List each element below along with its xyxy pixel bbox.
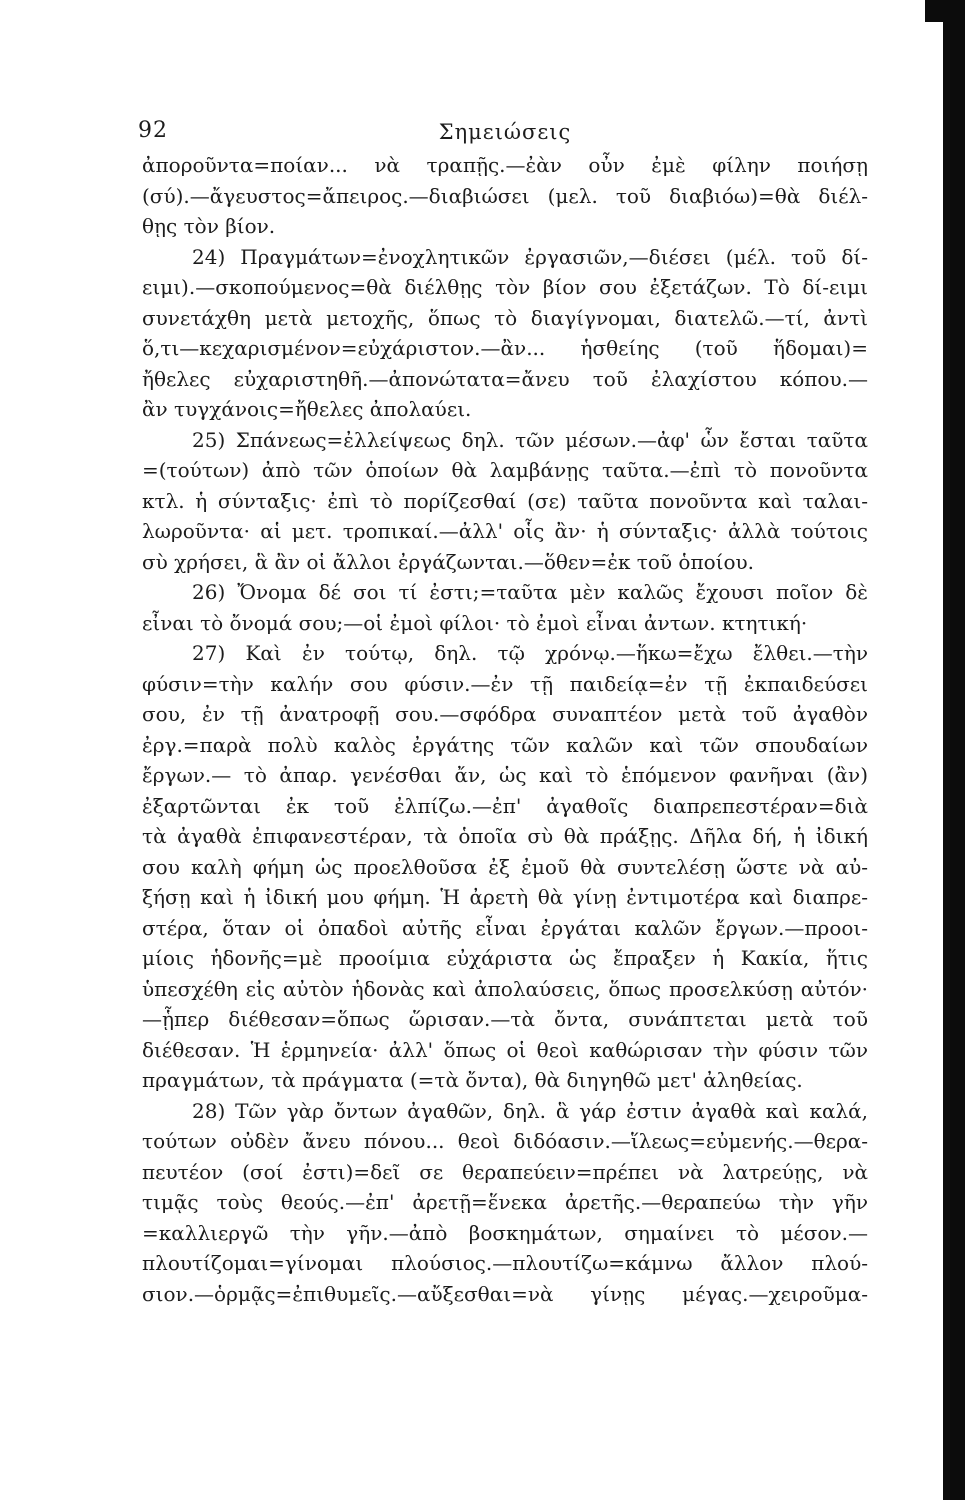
note-24-start: 24) Πραγμάτων=ἐνοχλητικῶν ἐργασιῶν,—διέσει (μέλ. τοῦ δί-: [192, 244, 868, 269]
text-line: μίοις ἡδονῆς=μὲ προοίμια εὐχάριστα ὡς ἔπραξεν ἡ Κακία, ἥτις: [142, 946, 868, 970]
scan-border-corner: [925, 0, 943, 22]
text-line: ἔργων.— τὸ ἀπαρ. γενέσθαι ἄν, ὡς καὶ τὸ ἑπόμενον φανῆναι (ἂν): [142, 763, 868, 787]
text-line: κτλ. ἡ σύνταξις· ἐπὶ τὸ πορίζεσθαί (σε) ταῦτα πονοῦντα καὶ ταλαι-: [142, 488, 868, 513]
text-line: διέθεσαν. Ἡ ἑρμηνεία· ἀλλ' ὅπως οἱ θεοὶ καθώρισαν τὴν φύσιν τῶν: [142, 1037, 868, 1062]
text-line: πραγμάτων, τὰ πράγματα (=τὰ ὄντα), θὰ διηγηθῶ μετ' ἀληθείας.: [142, 1068, 803, 1092]
text-line: σου καλὴ φήμη ὡς προελθοῦσα ἐξ ἐμοῦ θὰ συντελέσῃ ὥστε νὰ αὐ-: [142, 854, 868, 879]
text-line: =(τούτων) ἀπὸ τῶν ὁποίων θὰ λαμβάνῃς ταῦτα.—ἐπὶ τὸ πονοῦντα: [142, 458, 868, 482]
note-25-start: 25) Σπάνεως=ἐλλείψεως δηλ. τῶν μέσων.—ἀφ' ὧν ἔσται ταῦτα: [192, 427, 868, 452]
text-line: συνετάχθη μετὰ μετοχῆς, ὅπως τὸ διαγίγνομαι, διατελῶ.—τί, ἀντὶ: [142, 305, 868, 330]
text-line: πλουτίζομαι=γίνομαι πλούσιος.—πλουτίζω=κάμνω ἄλλον πλού-: [142, 1251, 868, 1275]
text-line: φύσιν=τὴν καλήν σου φύσιν.—ἐν τῇ παιδείᾳ=ἐν τῇ ἐκπαιδεύσει: [142, 671, 868, 696]
text-line: ὅ,τι—κεχαρισμένον=εὐχάριστον.—ἂν... ἡσθείης (τοῦ ἥδομαι)=: [142, 336, 868, 360]
text-line: ειμι).—σκοπούμενος=θὰ διέλθῃς τὸν βίον σου ἐξετάζων. Τὸ δί-ειμι: [142, 275, 868, 299]
note-28-start: 28) Τῶν γὰρ ὄντων ἀγαθῶν, δηλ. ἃ γάρ ἐστιν ἀγαθὰ καὶ καλά,: [192, 1098, 868, 1123]
page-number: 92: [138, 118, 168, 143]
text-line: τὰ ἀγαθὰ ἐπιφανεστέραν, τὰ ὁποῖα σὺ θὰ πράξῃς. Δῆλα δή, ἡ ἰδική: [142, 824, 868, 848]
body-text: [142, 150, 868, 1309]
text-line: τιμᾷς τοὺς θεούς.—ἐπ' ἀρετῇ=ἕνεκα ἀρετῆς.—θεραπεύω τὴν γῆν: [142, 1190, 868, 1214]
text-line: εἶναι τὸ ὄνομά σου;—οἱ ἐμοὶ φίλοι· τὸ ἐμοὶ εἶναι ἀντων. κτητική·: [142, 610, 808, 635]
text-line: —ᾗπερ διέθεσαν=ὅπως ὥρισαν.—τὰ ὄντα, συνάπτεται μετὰ τοῦ: [142, 1007, 868, 1031]
text-line: λωροῦντα· αἱ μετ. τροπικαί.—ἀλλ' οἷς ἂν· ἡ σύνταξις· ἀλλὰ τούτοις: [142, 519, 868, 543]
text-line: πευτέον (σοί ἐστι)=δεῖ σε θεραπεύειν=πρέπει νὰ λατρεύῃς, νὰ: [142, 1159, 868, 1184]
text-line: ἐξαρτῶνται ἐκ τοῦ ἐλπίζω.—ἐπ' ἀγαθοῖς διαπρεπεστέραν=διὰ: [142, 793, 868, 818]
note-27-start: 27) Καὶ ἐν τούτῳ, δηλ. τῷ χρόνῳ.—ἥκω=ἔχω ἔλθει.—τὴν: [192, 641, 868, 665]
running-head: Σημειώσεις: [438, 120, 572, 144]
text-line: σὺ χρήσει, ἃ ἂν οἱ ἄλλοι ἐργάζωνται.—ὅθεν=ἐκ τοῦ ὁποίου.: [142, 549, 755, 574]
note-26-start: 26) Ὄνομα δέ σοι τί ἐστι;=ταῦτα μὲν καλῶς ἔχουσι ποῖον δὲ: [192, 580, 868, 604]
text-line: σιον.—ὁρμᾷς=ἐπιθυμεῖς.—αὔξεσθαι=νὰ γίνῃς μέγας.—χειροῦμα-: [142, 1281, 868, 1306]
text-line: σου, ἐν τῇ ἀνατροφῇ σου.—σφόδρα συναπτέον μετὰ τοῦ ἀγαθὸν: [142, 702, 868, 726]
text-line: ἤθελες εὐχαριστηθῆ.—ἀπονώτατα=ἄνευ τοῦ ἐλαχίστου κόπου.—: [142, 366, 868, 391]
text-line: ἀποροῦντα=ποίαν... νὰ τραπῇς.—ἐὰν οὖν ἐμὲ φίλην ποιήσῃ: [142, 153, 868, 177]
text-line: =καλλιεργῶ τὴν γῆν.—ἀπὸ βοσκημάτων, σημαίνει τὸ μέσον.—: [142, 1220, 868, 1245]
text-line: στέρα, ὅταν οἱ ὀπαδοὶ αὐτῆς εἶναι ἐργάται καλῶν ἔργων.—προοι-: [142, 915, 868, 940]
text-line: τούτων οὐδὲν ἄνευ πόνου... θεοὶ διδόασιν.—ἵλεως=εὐμενής.—θερα-: [142, 1129, 868, 1153]
text-line: (σύ).—ἄγευστος=ἄπειρος.—διαβιώσει (μελ. τοῦ διαβιόω)=θὰ διέλ-: [142, 183, 868, 208]
text-line: ἂν τυγχάνοις=ἤθελες ἀπολαύει.: [142, 397, 472, 421]
text-line: ξήσῃ καὶ ἡ ἰδική μου φήμη. Ἡ ἀρετὴ θὰ γίνῃ ἐντιμοτέρα καὶ διαπρε-: [142, 885, 868, 909]
text-line: ἐργ.=παρὰ πολὺ καλὸς ἐργάτης τῶν καλῶν καὶ τῶν σπουδαίων: [142, 732, 868, 757]
text-line: ὑπεσχέθη εἰς αὐτὸν ἡδονὰς καὶ ἀπολαύσεις, ὅπως προσελκύσῃ αὐτόν·: [142, 976, 868, 1001]
scan-border-right: [943, 0, 965, 1500]
text-line: θῃς τὸν βίον.: [142, 214, 276, 238]
